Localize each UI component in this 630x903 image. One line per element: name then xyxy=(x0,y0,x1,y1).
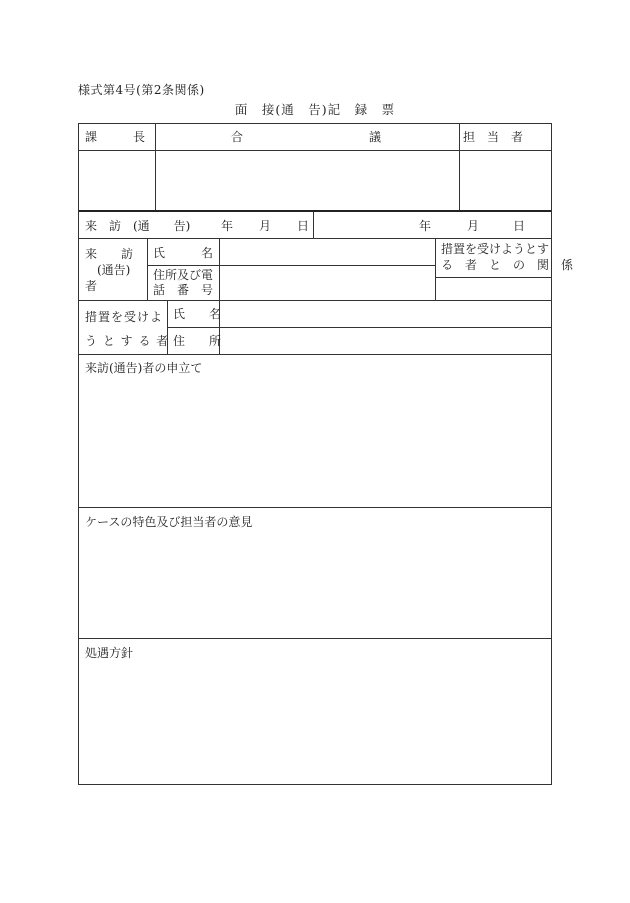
relation-field[interactable] xyxy=(437,279,549,298)
case-opinion-field[interactable] xyxy=(81,534,549,634)
visit-day-1: 日 xyxy=(297,219,310,233)
consult-label-right: 議 xyxy=(369,130,382,144)
visit-month-1: 月 xyxy=(259,219,272,233)
policy-label: 処遇方針 xyxy=(85,646,134,660)
visit-year-2: 年 xyxy=(419,219,432,233)
subject-address-label: 住 所 xyxy=(173,334,222,348)
statement-field[interactable] xyxy=(81,380,549,504)
divider xyxy=(167,327,551,328)
visit-date-label: 来 訪 (通 告) xyxy=(85,219,191,233)
visitor-label-line2: (通告) xyxy=(97,263,131,277)
visitor-name-label: 氏 名 xyxy=(153,246,214,260)
relation-label-line2: る 者 と の 関 係 xyxy=(441,258,574,272)
form-title: 面 接(通 告)記 録 票 xyxy=(234,102,396,117)
visit-year-1: 年 xyxy=(221,219,234,233)
subject-label-line2: う と す る 者 xyxy=(85,334,170,348)
policy-field[interactable] xyxy=(81,665,549,781)
divider xyxy=(219,238,220,300)
divider xyxy=(459,124,460,210)
case-opinion-label: ケースの特色及び担当者の意見 xyxy=(85,515,253,529)
chief-seal-box[interactable] xyxy=(81,154,153,208)
staff-label: 担 当 者 xyxy=(463,130,524,144)
statement-label: 来訪(通告)者の申立て xyxy=(85,361,203,375)
divider xyxy=(79,300,551,301)
visitor-address-label-line2: 話 番 号 xyxy=(153,283,214,297)
divider xyxy=(313,212,314,238)
divider xyxy=(79,210,551,212)
visitor-name-field[interactable] xyxy=(221,240,433,264)
visitor-address-field[interactable] xyxy=(221,267,433,298)
divider xyxy=(79,507,551,508)
relation-label-line1: 措置を受けようとす xyxy=(441,242,550,256)
divider xyxy=(435,277,551,278)
consult-label-left: 合 xyxy=(231,130,244,144)
divider xyxy=(79,238,551,239)
subject-label-line1: 措置を受けよ xyxy=(85,310,164,324)
record-form-table xyxy=(78,123,574,785)
visitor-label-line1: 来 訪 xyxy=(85,247,134,261)
subject-name-field[interactable] xyxy=(221,302,549,326)
chief-label: 課 長 xyxy=(85,130,146,144)
visitor-address-label-line1: 住所及び電 xyxy=(153,268,214,282)
divider xyxy=(79,354,551,355)
divider xyxy=(147,265,435,266)
visit-day-2: 日 xyxy=(513,219,526,233)
consult-seal-box[interactable] xyxy=(159,154,457,208)
divider xyxy=(155,124,156,210)
subject-address-field[interactable] xyxy=(221,329,549,353)
subject-name-label: 氏 名 xyxy=(173,307,222,321)
divider xyxy=(435,238,436,300)
divider xyxy=(79,150,551,151)
form-number: 様式第4号(第2条関係) xyxy=(78,83,205,97)
visitor-label-line3: 者 xyxy=(85,279,98,293)
divider xyxy=(147,238,148,300)
visit-month-2: 月 xyxy=(467,219,480,233)
staff-seal-box[interactable] xyxy=(463,154,549,208)
divider xyxy=(79,638,551,639)
